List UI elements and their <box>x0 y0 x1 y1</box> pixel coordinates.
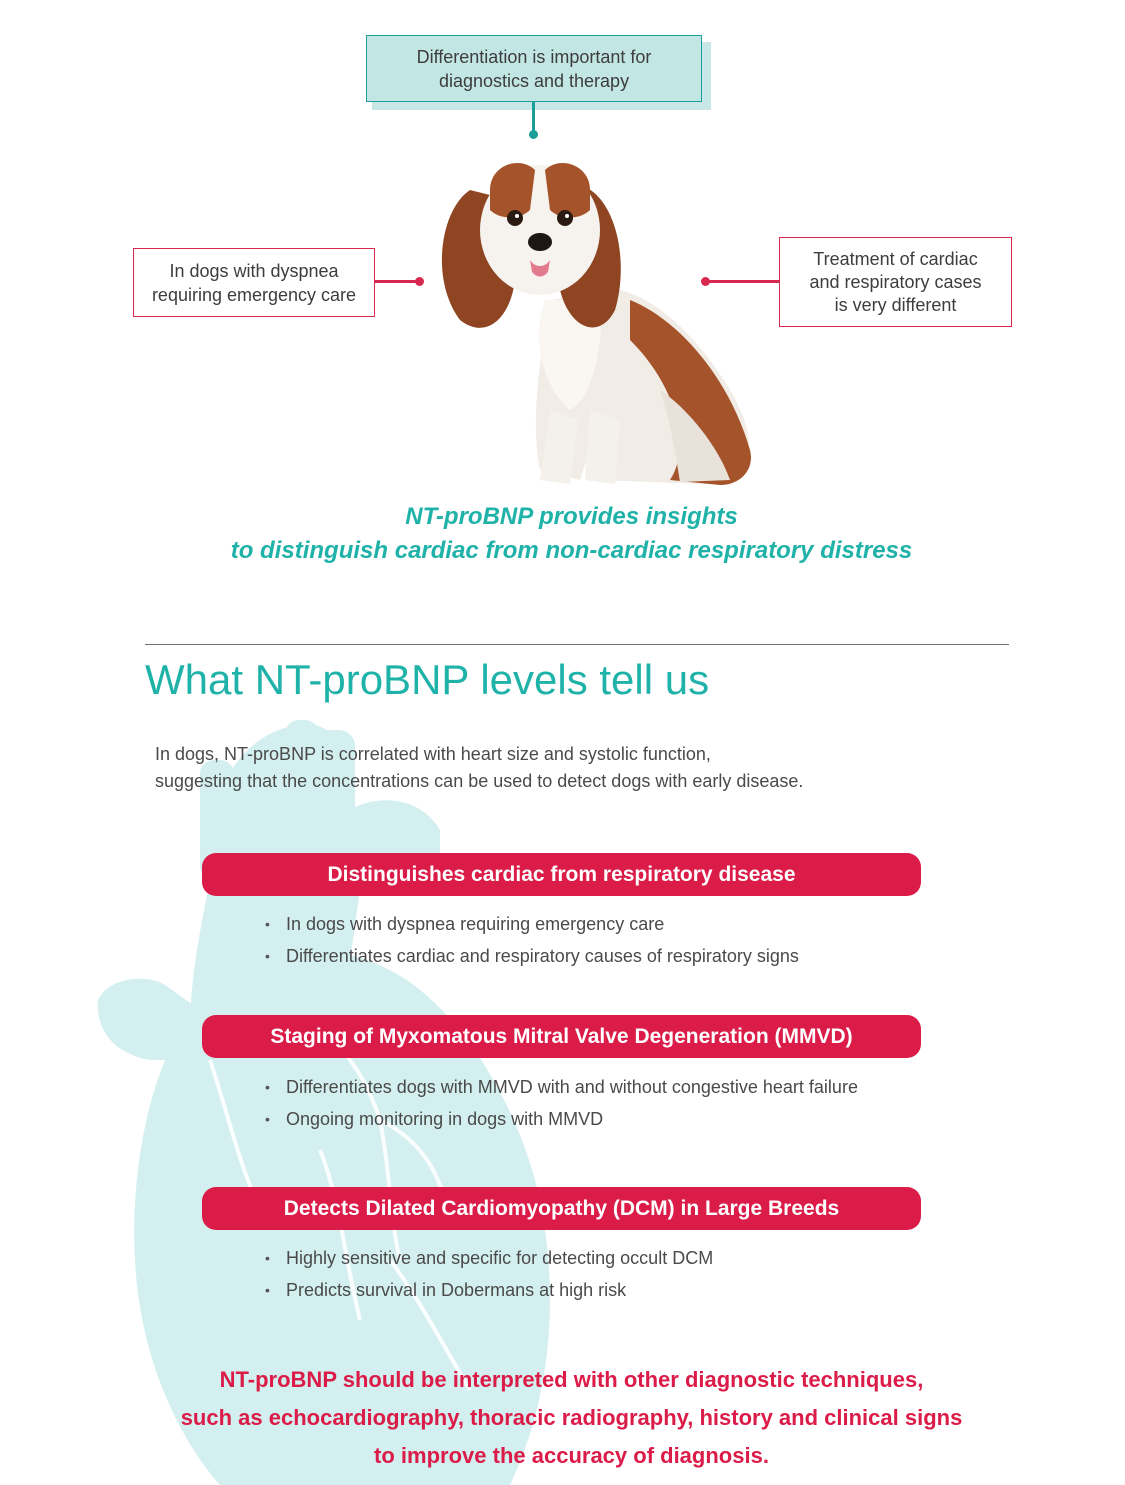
dog-illustration <box>430 150 770 490</box>
list-item: • Differentiates cardiac and respiratory causes of respiratory signs <box>265 940 965 972</box>
card-bullets-respiratory <box>265 908 965 972</box>
list-item: • In dogs with dyspnea requiring emergency care <box>265 908 965 940</box>
callout-dyspnea <box>133 248 375 317</box>
connector-top-dot <box>529 130 538 139</box>
card-heading-dcm: Detects Dilated Cardiomyopathy (DCM) in Large Breeds <box>202 1187 921 1230</box>
callout-treatment-text: Treatment of cardiac and respiratory cases is very different <box>809 248 982 315</box>
card-bullets-dcm <box>265 1242 965 1306</box>
section-title: What NT-proBNP levels tell us <box>145 656 710 703</box>
closing-statement <box>0 1361 1125 1475</box>
intro-line-1: In dogs, NT-proBNP is correlated with heart size and systolic function, <box>155 744 711 764</box>
callout-treatment <box>779 237 1012 327</box>
card-heading-mmvd: Staging of Myxomatous Mitral Valve Degeneration (MMVD) <box>202 1015 921 1058</box>
list-item: • Ongoing monitoring in dogs with MMVD <box>265 1103 965 1135</box>
connector-left-line <box>375 280 420 283</box>
list-item: • Differentiates dogs with MMVD with and without congestive heart failure <box>265 1071 965 1103</box>
connector-left-dot <box>415 277 424 286</box>
section-divider <box>145 644 1009 645</box>
closing-line-3: to improve the accuracy of diagnosis. <box>374 1443 769 1468</box>
card-heading-respiratory: Distinguishes cardiac from respiratory disease <box>202 853 921 896</box>
insight-line-2: to distinguish cardiac from non-cardiac respiratory distress <box>230 537 913 564</box>
closing-line-1: NT-proBNP should be interpreted with other diagnostic techniques, <box>219 1367 924 1392</box>
insight-line-1: NT-proBNP provides insights <box>405 503 738 530</box>
intro-line-2: suggesting that the concentrations can be used to detect dogs with early disease. <box>155 771 804 791</box>
closing-line-2: such as echocardiography, thoracic radiography, history and clinical signs <box>180 1405 963 1430</box>
list-item: • Highly sensitive and specific for detecting occult DCM <box>265 1242 965 1274</box>
insight-statement <box>0 500 1125 568</box>
callout-differentiation <box>366 35 702 102</box>
callout-dyspnea-text: In dogs with dyspnea requiring emergency care <box>151 260 357 305</box>
callout-differentiation-text: Differentiation is important for diagnostics and therapy <box>416 46 652 91</box>
list-item: • Predicts survival in Dobermans at high risk <box>265 1274 965 1306</box>
card-bullets-mmvd <box>265 1071 965 1135</box>
section-intro <box>155 741 975 795</box>
